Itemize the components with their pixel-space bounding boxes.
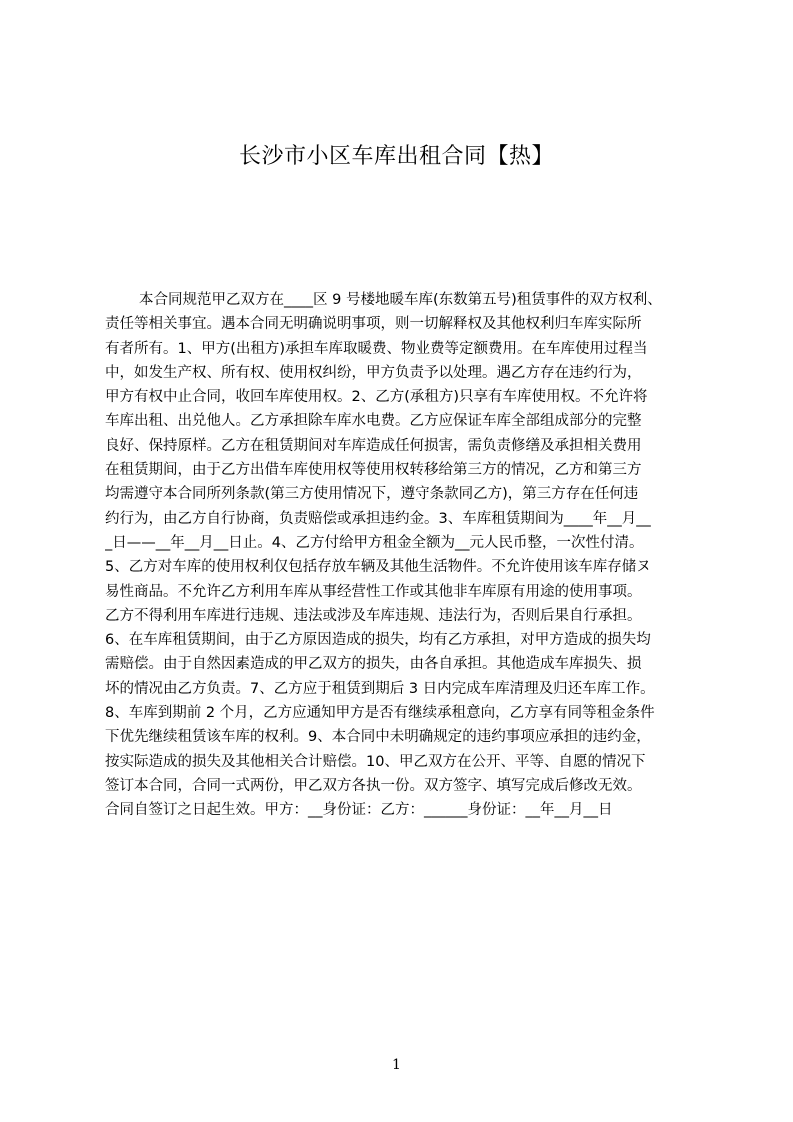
body-line: 均需遵守本合同所列条款(第三方使用情况下，遵守条款同乙方)，第三方存在任何违 <box>105 486 639 503</box>
body-line: 约行为，由乙方自行协商，负责赔偿或承担违约金。3、车库租赁期间为____年__月__ <box>105 510 651 527</box>
body-line: 8、车库到期前 2 个月，乙方应通知甲方是否有继续承租意向，乙方享有同等租金条件 <box>105 705 655 722</box>
body-line: 下优先继续租赁该车库的权利。9、本合同中未明确规定的违约事项应承担的违约金， <box>105 729 651 746</box>
body-line: 在租赁期间，由于乙方出借车库使用权等使用权转移给第三方的情况，乙方和第三方 <box>105 462 642 479</box>
body-line: 甲方有权中止合同，收回车库使用权。2、乙方(承租方)只享有车库使用权。不允许将 <box>105 389 648 406</box>
body-line: 5、乙方对车库的使用权利仅包括存放车辆及其他生活物件。不允许使用该车库存储ヌ <box>105 559 651 576</box>
body-line: 有者所有。1、甲方(出租方)承担车库取暖费、物业费等定额费用。在车库使用过程当 <box>105 340 648 357</box>
body-line: 易性商品。不允许乙方利用车库从事经营性工作或其他非车库原有用途的使用事项。 <box>105 583 642 600</box>
body-line: 车库出租、出兑他人。乙方承担除车库水电费。乙方应保证车库全部组成部分的完整 <box>105 413 642 430</box>
body-line: 责任等相关事宜。遇本合同无明确说明事项，则一切解释权及其他权利归车库实际所 <box>105 316 642 333</box>
body-line: 本合同规范甲乙双方在____区 9 号楼地暖车库(东数第五号)租赁事件的双方权利、 <box>139 292 662 308</box>
body-line: 坏的情况由乙方负责。7、乙方应于租赁到期后 3 日内完成车库清理及归还车库工作。 <box>105 680 655 697</box>
body-line: 6、在车库租赁期间，由于乙方原因造成的损失，均有乙方承担，对甲方造成的损失均 <box>105 632 651 649</box>
body-line: 签订本合同，合同一式两份，甲乙双方各执一份。双方签字、填写完成后修改无效。 <box>105 777 642 794</box>
body-line: 合同自签订之日起生效。甲方：__身份证：乙方：______身份证：__年__月__日 <box>105 802 613 819</box>
body-line: _日——__年__月__日止。4、乙方付给甲方租金全额为__元人民币整，一次性付清。 <box>105 534 644 551</box>
body-line: 按实际造成的损失及其他相关合计赔偿。10、甲乙双方在公开、平等、自愿的情况下 <box>105 753 646 770</box>
contract-body <box>105 288 698 823</box>
body-line: 乙方不得利用车库进行违规、违法或涉及车库违规、违法行为，否则后果自行承担。 <box>105 607 642 624</box>
document-title: 长沙市小区车库出租合同【热】 <box>238 144 554 169</box>
body-line: 需赔偿。由于自然因素造成的甲乙双方的损失，由各自承担。其他造成车库损失、损 <box>105 656 642 673</box>
body-line: 中，如发生产权、所有权、使用权纠纷，甲方负责予以处理。遇乙方存在违约行为， <box>105 364 642 381</box>
body-line: 良好、保持原样。乙方在租赁期间对车库造成任何损害，需负责修缮及承担相关费用 <box>105 437 642 454</box>
page-number: 1 <box>392 1057 401 1073</box>
